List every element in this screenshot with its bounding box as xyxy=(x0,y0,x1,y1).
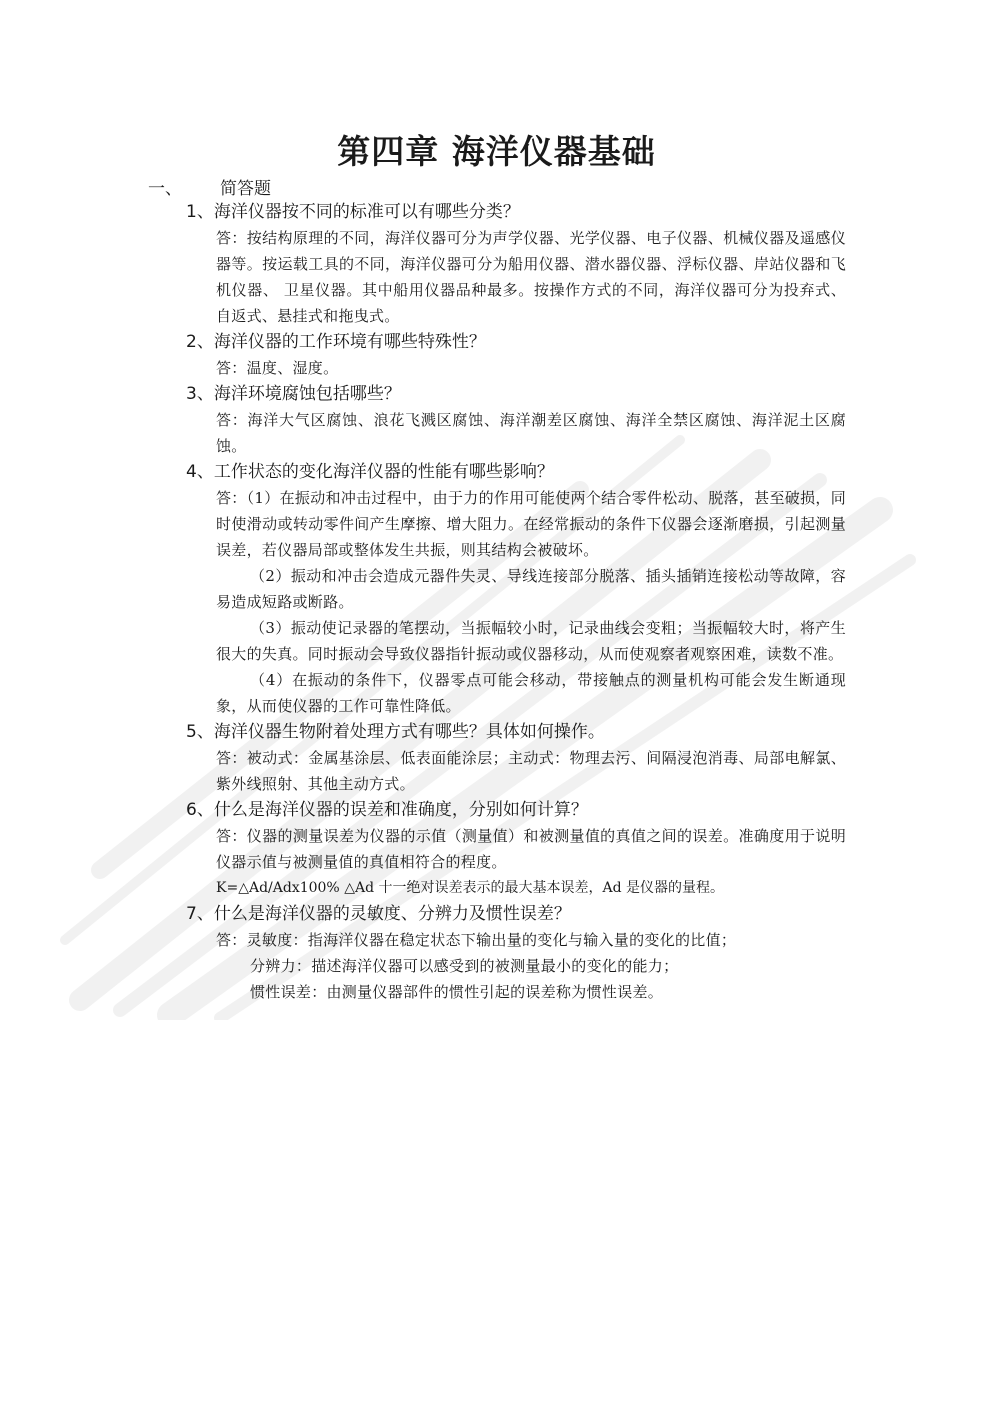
accuracy-formula: K=△Ad/Adx100% △Ad 十一绝对误差表示的最大基本误差，Ad 是仪器的量程。 xyxy=(216,880,724,896)
answer-text: 答：仪器的测量误差为仪器的示值（测量值）和被测量值的真值之间的误差。准确度用于说明仪器示值与被测量值的真值相符合的程度。 xyxy=(216,827,846,871)
qa-list xyxy=(0,199,993,1005)
answer-text: 答：灵敏度：指海洋仪器在稳定状态下输出量的变化与输入量的变化的比值； xyxy=(216,931,737,949)
answer-paragraph: 惯性误差：由测量仪器部件的惯性引起的误差称为惯性误差。 xyxy=(250,983,664,1001)
answer-text: 答：温度、湿度。 xyxy=(216,359,339,377)
answer-paragraph: （4）在振动的条件下，仪器零点可能会移动，带接触点的测量机构可能会发生断通现象，从而使仪器的工作可靠性降低。 xyxy=(216,671,846,715)
answer-3 xyxy=(216,407,846,459)
question-4: 4、工作状态的变化海洋仪器的性能有哪些影响？ xyxy=(186,462,554,482)
answer-1 xyxy=(216,225,846,329)
question-1: 1、海洋仪器按不同的标准可以有哪些分类？ xyxy=(186,202,520,222)
answer-text: 答：被动式：金属基涂层、低表面能涂层；主动式：物理去污、间隔浸泡消毒、局部电解氯、紫外线照射、其他主动方式。 xyxy=(216,749,846,793)
answer-2 xyxy=(216,355,846,381)
question-2: 2、海洋仪器的工作环境有哪些特殊性？ xyxy=(186,332,486,352)
answer-paragraph: （3）振动使记录器的笔摆动，当振幅较小时，记录曲线会变粗；当振幅较大时，将产生很大的失真。同时振动会导致仪器指针振动或仪器移动，从而使观察者观察困难，读数不准。 xyxy=(216,619,846,663)
answer-4 xyxy=(216,485,846,719)
answer-5 xyxy=(216,745,846,797)
answer-6 xyxy=(216,823,846,901)
section-number: 一、 xyxy=(148,179,182,199)
section-label: 简答题 xyxy=(220,179,271,199)
answer-text: 答：海洋大气区腐蚀、浪花飞溅区腐蚀、海洋潮差区腐蚀、海洋全禁区腐蚀、海洋泥土区腐蚀。 xyxy=(216,411,846,455)
answer-paragraph: （2）振动和冲击会造成元器件失灵、导线连接部分脱落、插头插销连接松动等故障，容易造成短路或断路。 xyxy=(216,567,846,611)
question-5: 5、海洋仪器生物附着处理方式有哪些？具体如何操作。 xyxy=(186,722,605,742)
section-heading xyxy=(148,174,271,199)
answer-text: 答：按结构原理的不同，海洋仪器可分为声学仪器、光学仪器、电子仪器、机械仪器及遥感仪器等。按运载工具的不同，海洋仪器可分为船用仪器、潜水器仪器、浮标仪器、岸站仪器和飞机仪器、 卫星仪器。其中船用仪器品种最多。按操作方式的不同，海洋仪器可分为投弃式、自返式、悬挂式和拖曳式。 xyxy=(216,229,846,325)
page-title: 第四章 海洋仪器基础 xyxy=(337,132,656,171)
answer-7 xyxy=(216,927,846,1005)
answer-paragraph: 分辨力：描述海洋仪器可以感受到的被测量最小的变化的能力； xyxy=(250,957,679,975)
question-6: 6、什么是海洋仪器的误差和准确度，分别如何计算？ xyxy=(186,800,588,820)
answer-text: 答：（1）在振动和冲击过程中，由于力的作用可能使两个结合零件松动、脱落，甚至破损，同时使滑动或转动零件间产生摩擦、增大阻力。在经常振动的条件下仪器会逐渐磨损，引起测量误差，若仪器局部或整体发生共振，则其结构会被破坏。 xyxy=(216,489,846,559)
question-7: 7、什么是海洋仪器的灵敏度、分辨力及惯性误差？ xyxy=(186,904,571,924)
question-3: 3、海洋环境腐蚀包括哪些？ xyxy=(186,384,401,404)
